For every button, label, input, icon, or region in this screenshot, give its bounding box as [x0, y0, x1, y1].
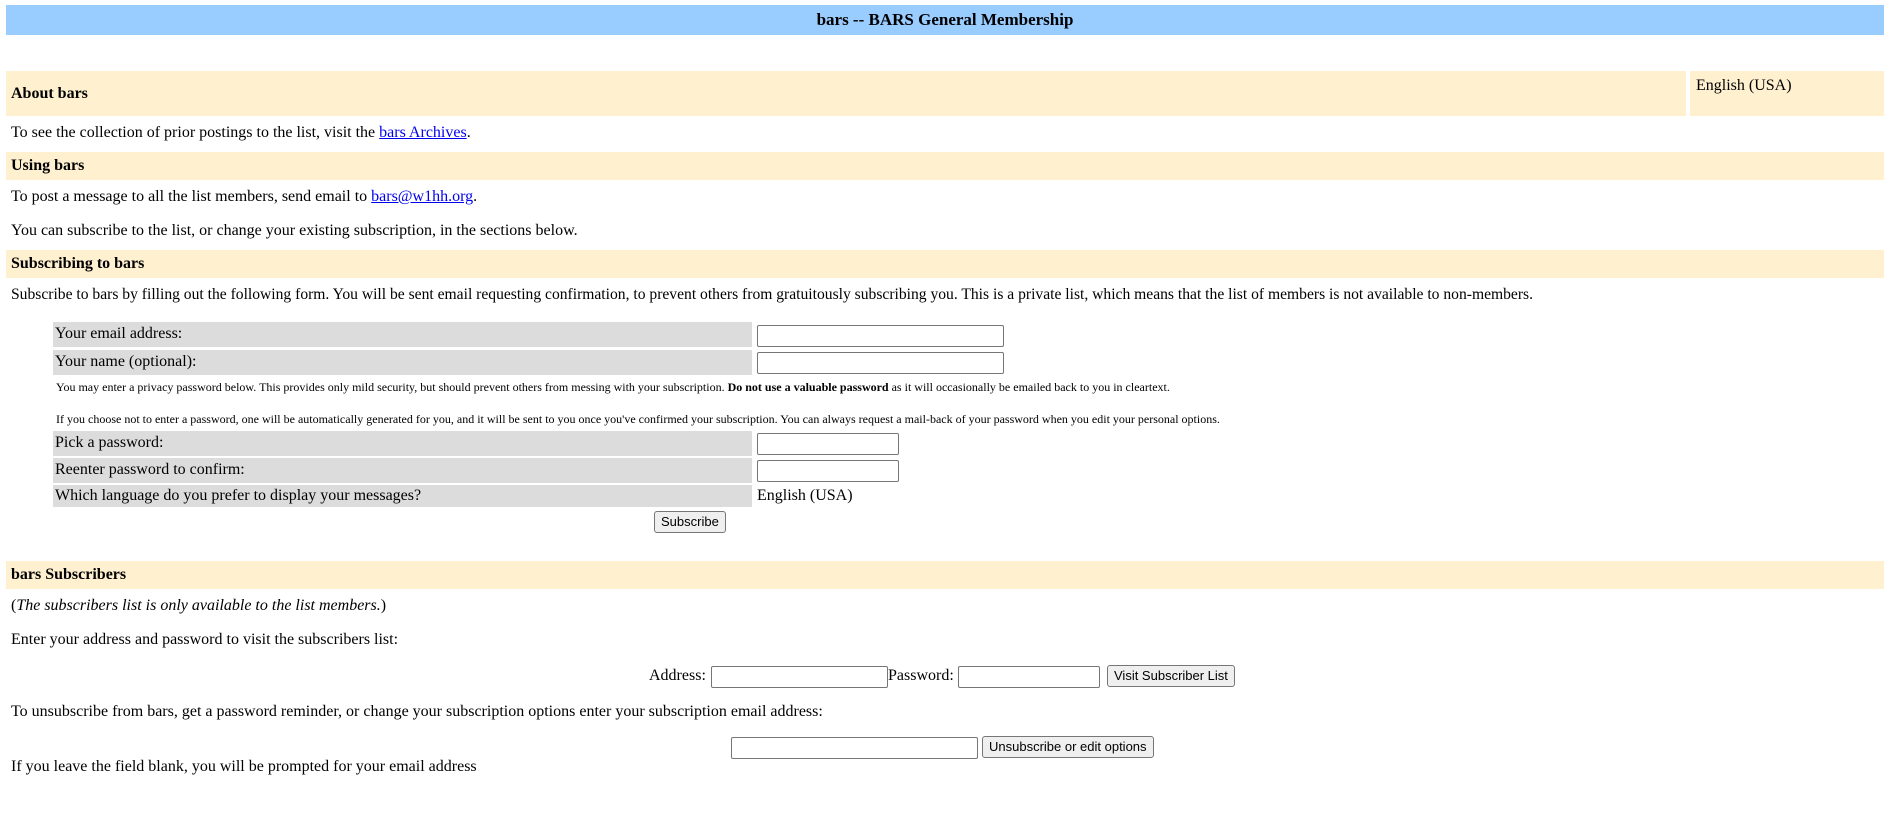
page-title: bars -- BARS General Membership [816, 10, 1074, 29]
address-label: Address: [649, 667, 706, 684]
unsubscribe-button[interactable]: Unsubscribe or edit options [982, 736, 1154, 758]
page-header [6, 5, 1884, 35]
password-label: Password: [888, 667, 954, 684]
address-input[interactable] [711, 666, 888, 688]
subscribing-section-header [6, 250, 1884, 278]
name-field[interactable] [757, 352, 1004, 374]
subscribe-button[interactable]: Subscribe [654, 511, 726, 533]
archives-link[interactable]: bars Archives [379, 124, 467, 141]
note-close: ) [380, 597, 387, 614]
subscribe-intro: Subscribe to bars by filling out the following form. You will be sent email requesting confirmation, to prevent others from gratuitously subscribing you. This is a private list, which means that the list of members is not available to non-members. [11, 286, 1534, 303]
about-section-header [6, 71, 1686, 116]
email-field[interactable] [757, 325, 1004, 347]
subscribers-note [11, 597, 386, 615]
reenter-password-label: Reenter password to confirm: [55, 461, 245, 478]
unsubscribe-text: To unsubscribe from bars, get a password reminder, or change your subscription options enter your subscription email address: [11, 703, 823, 720]
privacy-warning: Do not use a valuable password [727, 380, 889, 394]
note-open: ( [11, 597, 17, 614]
post-text-end: . [473, 188, 478, 205]
using-section-header [6, 152, 1884, 180]
reenter-password-label-cell [53, 458, 752, 483]
pick-password-label-cell [53, 431, 752, 456]
email-label-cell [53, 322, 752, 347]
language-indicator: English (USA) [1696, 77, 1792, 94]
subscribe-hint: You can subscribe to the list, or change your existing subscription, in the sections below. [11, 222, 578, 239]
language-value: English (USA) [757, 487, 853, 504]
language-cell [1690, 71, 1884, 116]
language-label-cell [53, 485, 752, 507]
about-heading: About bars [11, 85, 88, 102]
visit-subscriber-list-button[interactable]: Visit Subscriber List [1107, 665, 1235, 687]
archives-paragraph [11, 124, 471, 142]
archives-text: To see the collection of prior postings to the list, visit the [11, 124, 376, 141]
using-heading: Using bars [11, 157, 85, 174]
privacy-text-end: as it will occasionally be emailed back to you in cleartext. [891, 380, 1170, 394]
name-label-cell [53, 350, 752, 375]
privacy-note [56, 380, 1170, 395]
email-label: Your email address: [55, 325, 183, 342]
subscribers-section-header [6, 561, 1884, 589]
list-email-link[interactable]: bars@w1hh.org [371, 188, 474, 205]
archives-text-end: . [466, 124, 471, 141]
subscribers-heading: bars Subscribers [11, 566, 127, 583]
post-text: To post a message to all the list members, send email to [11, 188, 368, 205]
note-italic: The subscribers list is only available to the list members. [16, 597, 381, 614]
pick-password-field[interactable] [757, 433, 899, 455]
name-label: Your name (optional): [55, 353, 197, 370]
subscribing-heading: Subscribing to bars [11, 255, 145, 272]
pick-password-label: Pick a password: [55, 434, 164, 451]
blank-field-note: If you leave the field blank, you will be prompted for your email address [11, 758, 477, 775]
password-input[interactable] [958, 666, 1100, 688]
auto-password-note: If you choose not to enter a password, one will be automatically generated for you, and it will be sent to you once you've confirmed your subscription. You can always request a mail-back of your password when you edit your personal options. [56, 412, 1220, 426]
language-label: Which language do you prefer to display your messages? [55, 487, 422, 504]
reenter-password-field[interactable] [757, 460, 899, 482]
unsubscribe-email-input[interactable] [731, 737, 978, 759]
privacy-text: You may enter a privacy password below. This provides only mild security, but should prevent others from messing with your subscription. [56, 380, 725, 394]
enter-credentials-text: Enter your address and password to visit the subscribers list: [11, 631, 399, 648]
post-paragraph [11, 188, 477, 206]
